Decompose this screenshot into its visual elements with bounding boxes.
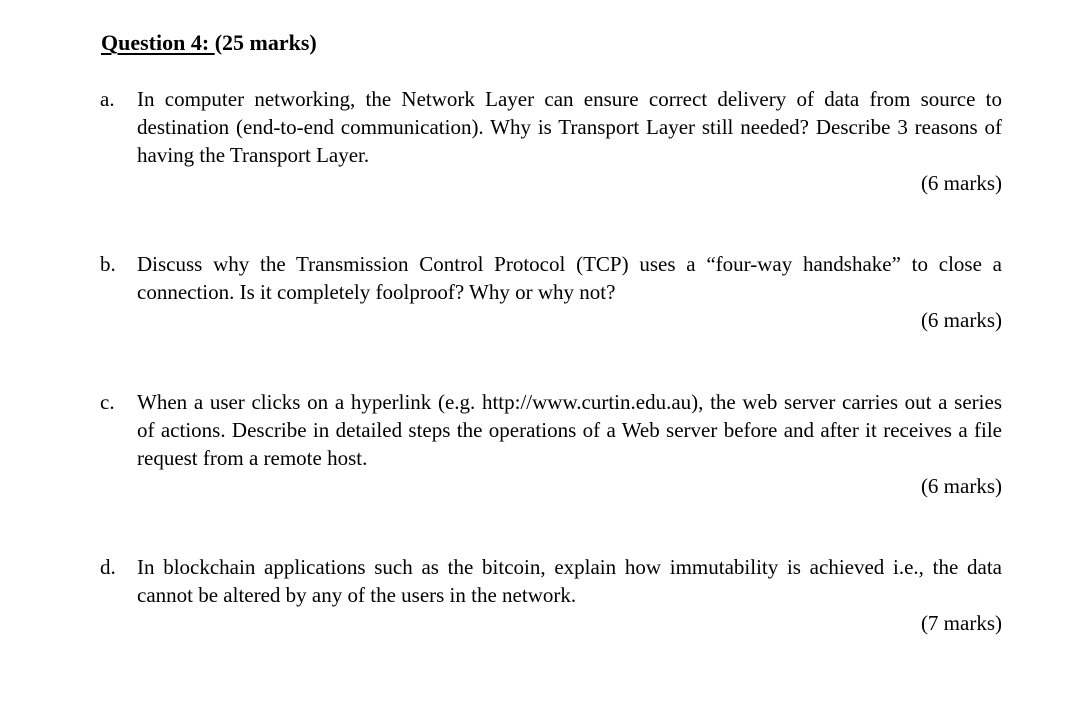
question-total-marks: (25 marks) <box>214 30 317 55</box>
question-part-b <box>100 250 1002 334</box>
part-letter: a. <box>100 87 115 111</box>
question-part-d <box>100 553 1002 637</box>
question-part-c <box>100 388 1002 500</box>
part-letter: c. <box>100 390 115 414</box>
part-text: In blockchain applications such as the bitcoin, explain how immutability is achieved i.e., the data cannot be altered by any of the users in the network. <box>137 555 1002 607</box>
question-number: Question 4: <box>101 30 215 55</box>
part-letter: b. <box>100 252 116 276</box>
question-part-a <box>100 85 1002 197</box>
part-text: Discuss why the Transmission Control Protocol (TCP) uses a “four-way handshake” to close a connection. Is it completely foolproof? Why or why not? <box>137 252 1002 304</box>
part-letter: d. <box>100 555 116 579</box>
question-heading <box>101 30 317 56</box>
part-marks: (6 marks) <box>920 171 1002 195</box>
part-marks: (6 marks) <box>920 308 1002 332</box>
part-marks: (6 marks) <box>920 474 1002 498</box>
part-text: When a user clicks on a hyperlink (e.g. http://www.curtin.edu.au), the web server carries out a series of actions. Describe in detailed steps the operations of a Web server before and after it receives a file request from a remote host. <box>137 390 1002 470</box>
part-marks: (7 marks) <box>920 611 1002 635</box>
part-text: In computer networking, the Network Layer can ensure correct delivery of data from source to destination (end-to-end communication). Why is Transport Layer still needed? Describe 3 reasons of having the Transport Layer. <box>137 87 1002 167</box>
